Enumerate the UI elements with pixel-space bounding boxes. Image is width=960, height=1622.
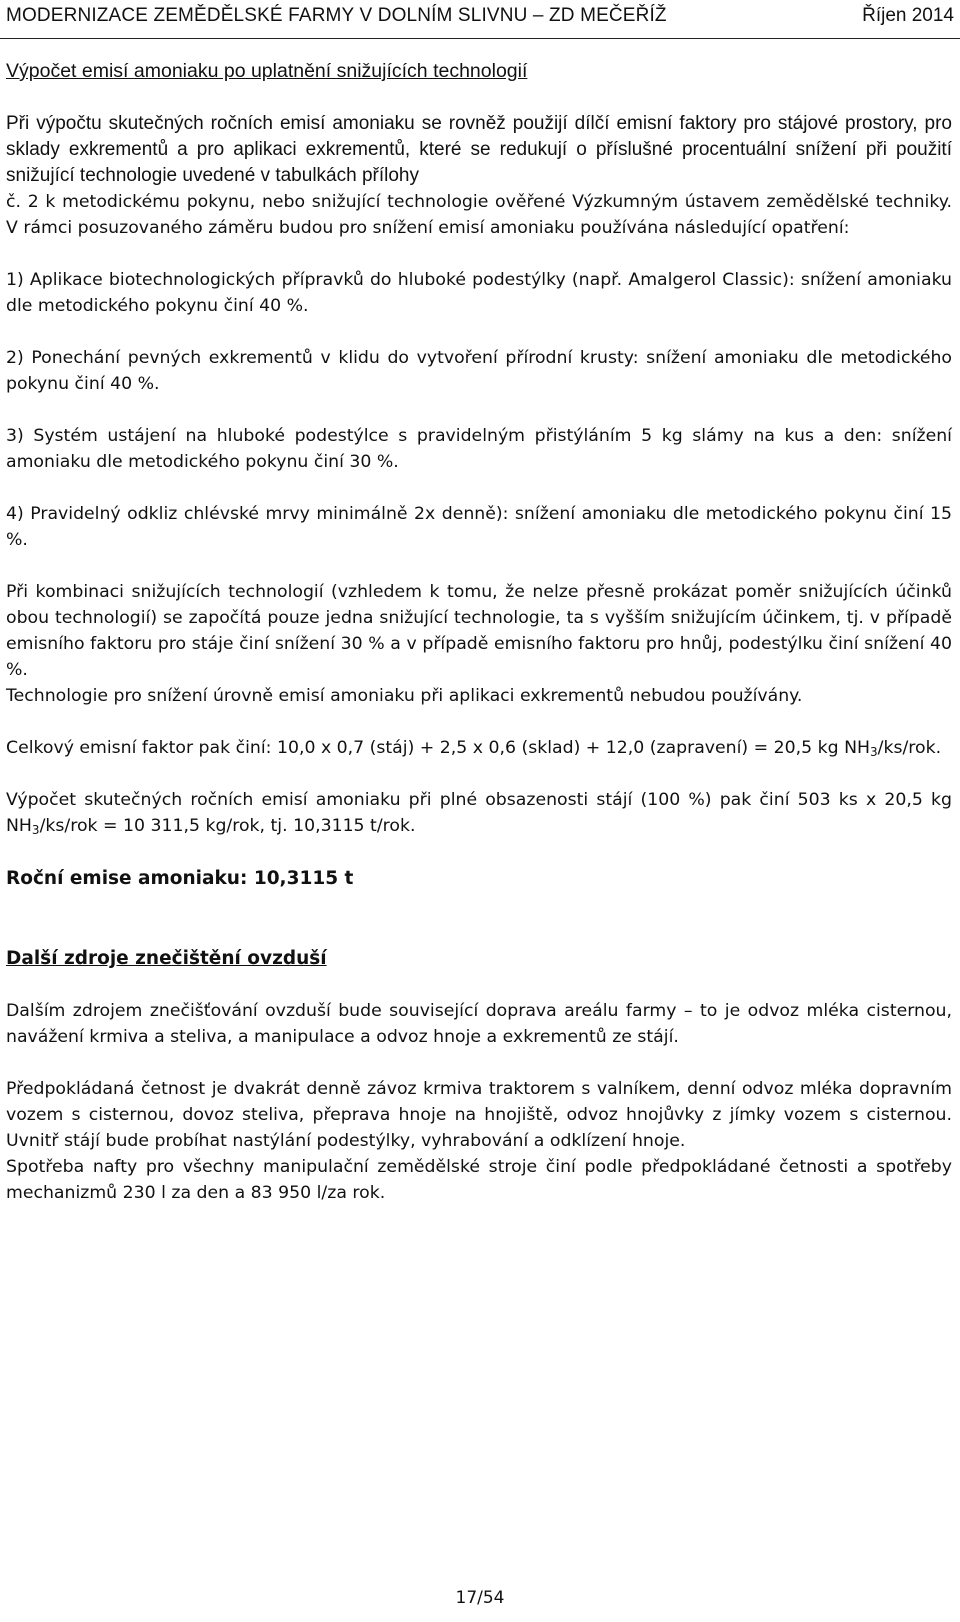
other-sources-paragraph-2: Předpokládaná četnost je dvakrát denně závoz krmiva traktorem s valníkem, denní odvoz mléka dopravním vozem s cisternou, dovoz steliva, přeprava hnoje na hnojiště, odvoz hnojůvky z jímky vozem s cisternou. Uvnitř stájí bude probíhat nastýlání podestýlky, vyhrabování a odklízení hnoje. (6, 1079, 952, 1151)
total-factor-end: /ks/rok. (877, 738, 942, 758)
other-sources-title: Další zdroje znečištění ovzduší (6, 948, 327, 969)
running-header (0, 0, 960, 39)
measure-item-2: 2) Ponechání pevných exkrementů v klidu do vytvoření přírodní krusty: snížení amoniaku dle metodického pokynu činí 40 %. (6, 348, 952, 394)
page-number: 17/54 (455, 1588, 505, 1608)
measure-item-4: 4) Pravidelný odkliz chlévské mrvy minimálně 2x denně): snížení amoniaku dle metodického pokynu činí 15 %. (6, 504, 952, 550)
calculation-end: /ks/rok = 10 311,5 kg/rok, tj. 10,3115 t/rok. (39, 816, 416, 836)
calculation-subscript: 3 (31, 823, 40, 837)
other-sources-paragraph-3: Spotřeba nafty pro všechny manipulační zemědělské stroje činí podle předpokládané četnosti a spotřeby mechanizmů 230 l za den a 83 950 l/za rok. (6, 1157, 952, 1203)
annual-emission-result: Roční emise amoniaku: 10,3115 t (6, 868, 354, 889)
page-content (6, 58, 952, 1206)
section-title: Výpočet emisí amoniaku po uplatnění snižujících technologií (6, 60, 528, 82)
intro-paragraph-part2: č. 2 k metodickému pokynu, nebo snižující technologie ověřené Výzkumným ústavem zemědělské techniky. V rámci posuzovaného záměru budou pro snížení emisí amoniaku používána následující opatření: (6, 192, 952, 238)
header-project-title: MODERNIZACE ZEMĚDĚLSKÉ FARMY V DOLNÍM SLIVNU – ZD MEČEŘÍŽ (6, 5, 667, 26)
total-factor-subscript: 3 (870, 745, 878, 759)
calculation-text: Výpočet skutečných ročních emisí amoniaku při plné obsazenosti stájí (100 %) pak činí 503 ks x 20,5 kg NH (6, 790, 952, 836)
combination-paragraph: Při kombinaci snižujících technologií (vzhledem k tomu, že nelze přesně prokázat poměr snižujících účinků obou technologií) se započítá pouze jedna snižující technologie, ta s vyšším snižujícím účinkem, tj. v případě emisního faktoru pro stáje činí snížení 30 % a v případě emisního faktoru pro hnůj, podestýlku činí snížení 40 %. (6, 582, 952, 680)
calculation-paragraph (6, 787, 952, 839)
intro-paragraph-part1: Při výpočtu skutečných ročních emisí amoniaku se rovněž použijí dílčí emisní faktory pro stájové prostory, pro sklady exkrementů a pro aplikaci exkrementů, které se redukují o příslušné procentuální snížení při použití snižující technologie uvedené v tabulkách přílohy (6, 113, 952, 186)
other-sources-paragraph-1: Dalším zdrojem znečišťování ovzduší bude související doprava areálu farmy – to je odvoz mléka cisternou, navážení krmiva a steliva, a manipulace a odvoz hnoje a exkrementů ze stájí. (6, 1001, 952, 1047)
total-factor-text: Celkový emisní faktor pak činí: 10,0 x 0,7 (stáj) + 2,5 x 0,6 (sklad) + 12,0 (zapravení) = 20,5 kg NH (6, 738, 870, 758)
application-paragraph: Technologie pro snížení úrovně emisí amoniaku při aplikaci exkrementů nebudou používány. (6, 686, 803, 706)
header-date: Říjen 2014 (862, 5, 954, 26)
total-factor-paragraph (6, 735, 952, 761)
measure-item-1: 1) Aplikace biotechnologických přípravků do hluboké podestýlky (např. Amalgerol Classic): snížení amoniaku dle metodického pokynu činí 40 %. (6, 270, 952, 316)
measure-item-3: 3) Systém ustájení na hluboké podestýlce s pravidelným přistýláním 5 kg slámy na kus a den: snížení amoniaku dle metodického pokynu činí 30 %. (6, 426, 952, 472)
